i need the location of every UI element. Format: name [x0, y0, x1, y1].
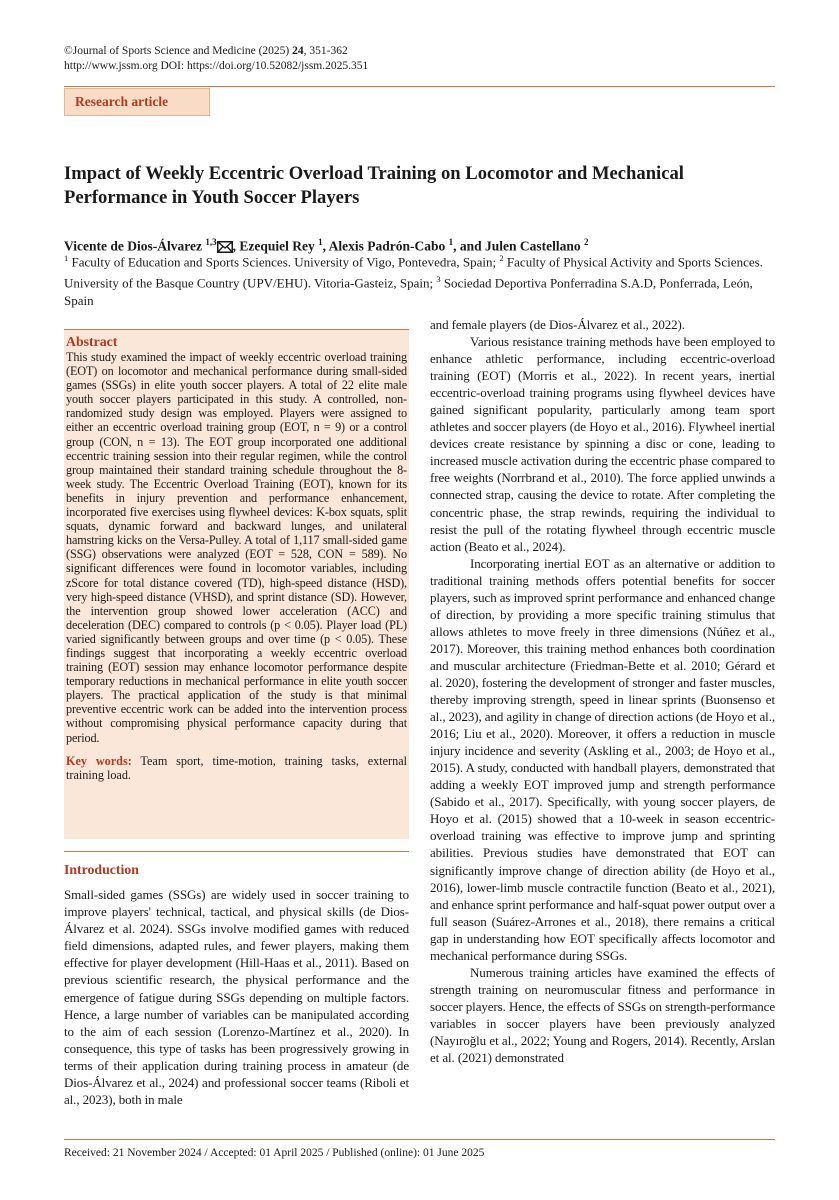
- header-divider: [64, 86, 775, 87]
- intro-paragraph-continued: and female players (de Dios-Álvarez et al., 2022).: [430, 317, 685, 332]
- left-column-body: [64, 886, 409, 1108]
- keywords: Key words: Team sport, time-motion, training tasks, external training load.: [66, 753, 407, 782]
- article-title: Impact of Weekly Eccentric Overload Training on Locomotor and Mechanical Performance in Youth Soccer Players: [64, 163, 684, 208]
- abstract-text: This study examined the impact of weekly eccentric overload training (EOT) on locomotor and mechanical performance during small-sided games (SSGs) in elite youth soccer players. A total of 22 elite male youth soccer players participated in this study. A controlled, non-randomized study design was employed. Players were assigned to either an eccentric overload training group (EOT, n = 9) or a control group (CON, n = 13). The EOT group incorporated one additional eccentric training session into their regular regimen, while the control group maintained their standard training schedule throughout the 8-week study. The Eccentric Overload Training (EOT), known for its benefits in injury prevention and performance enhancement, incorporated five exercises using flywheel devices: K-box squats, split squats, dynamic forward and backward lunges, and unilateral hamstring kicks on the Versa-Pulley. A total of 1,117 small-sided game (SSG) observations were analyzed (EOT = 528, CON = 589). No significant differences were found in locomotor variables, including zScore for total distance covered (TD), high-speed distance (HSD), very high-speed distance (VHSD), and sprint distance (SD). However, the intervention group showed lower acceleration (ACC) and deceleration (DEC) compared to controls (p < 0.05). Player load (PL) varied significantly between groups and over time (p < 0.05). These findings suggest that incorporating a weekly eccentric overload training (EOT) session may enhance locomotor performance despite temporary reductions in mechanical performance in elite youth soccer players. The practical application of the study is that minimal preventive eccentric work can be added into the intervention process without compromising physical performance capacity during that period.: [66, 350, 407, 745]
- intro-paragraph-4: Numerous training articles have examined the effects of strength training on neuromuscular fitness and performance in soccer players. Hence, the effects of SSGs on strength-performance variables in soccer players have been previously analyzed (Nayıroğlu et al., 2022; Young and Rogers, 2014). Recently, Arslan et al. (2021) demonstrated: [430, 964, 775, 1066]
- author-list: Vicente de Dios-Álvarez $^{1,3}$ , Ezequiel Rey $^1$, Alexis Padrón-Cabo $^1$, and Julen Castellano $^2$: [64, 234, 589, 257]
- affiliations: $^1$ Faculty of Education and Sports Sciences. University of Vigo, Pontevedra, Spain; $^2$ Faculty of Physical Activity and Sports Sciences. University of the Basque Country (UPV/EHU). Vitoria-Gasteiz, Spain; $^3$ Sociedad Deportiva Ponferradina S.A.D, Ponferrada, León, Spain: [64, 253, 763, 308]
- footer-divider: [64, 1139, 775, 1140]
- intro-paragraph-3: Incorporating inertial EOT as an alternative or addition to traditional training methods offers potential benefits for soccer players, such as improved sprint performance and enhanced change of direction, by providing a more specific training stimulus that allows athletes to move freely in three dimensions (Núñez et al., 2017). Moreover, this training method enhances both coordination and muscular architecture (Friedman-Bette et al. 2010; Gérard et al. 2020), fostering the development of stronger and faster muscles, thereby improving strength, speed in linear sprints (Buonsenso et al., 2023), and agility in change of direction actions (de Hoyo et al., 2016; Liu et al., 2020). Moreover, it offers a reduction in muscle injury incidence and severity (Askling et al., 2003; de Hoyo et al., 2015). A study, conducted with handball players, demonstrated that adding a weekly EOT improved jump and strength performance (Sabido et al., 2017). Specifically, with young soccer players, de Hoyo et al. (2015) showed that a 10-week in season eccentric-overload training was effective to improve jump and sprinting abilities. Previous studies have demonstrated that EOT can significantly improve change of direction ability (de Hoyo et al., 2016), lower-limb muscle contractile function (Beato et al., 2021), and enhance sprint performance and half-squat power output over a full season (Suárez-Arrones et al., 2018), there remains a critical gap in understanding how EOT specifically affects locomotor and mechanical performance during SSGs.: [430, 555, 775, 963]
- publication-dates: Received: 21 November 2024 / Accepted: 01 April 2025 / Published (online): 01 June 2025: [64, 1147, 485, 1159]
- volume-number: 24: [292, 45, 304, 57]
- right-column-body: [430, 316, 775, 1066]
- abstract-box: [64, 329, 409, 839]
- journal-header: [64, 44, 368, 74]
- introduction-divider: [64, 851, 409, 852]
- abstract-heading: Abstract: [66, 334, 118, 349]
- article-type-badge: Research article: [64, 88, 210, 116]
- intro-paragraph-1: Small-sided games (SSGs) are widely used in soccer training to improve players' technical, tactical, and physical skills (de Dios-Álvarez et al. 2024). SSGs involve modified games with reduced field dimensions, adapted rules, and fewer players, making them effective for player development (Hill-Haas et al., 2011). Based on previous scientific research, the physical performance and the emergence of fatigue during SSGs depending on multiple factors. Hence, a large number of variables can be manipulated according to the aim of each session (Lorenzo-Martínez et al., 2020). In consequence, this type of tasks has been progressively growing in terms of their application during training process in amateur (de Dios-Álvarez et al., 2024) and professional soccer teams (Riboli et al., 2023), both in male: [64, 887, 409, 1108]
- journal-citation: ©Journal of Sports Science and Medicine (2025) 24, 351-362: [64, 45, 348, 57]
- introduction-heading: Introduction: [64, 862, 139, 877]
- doi-line[interactable]: http://www.jssm.org DOI: https://doi.org/10.52082/jssm.2025.351: [64, 60, 369, 72]
- intro-paragraph-2: Various resistance training methods have been employed to enhance athletic performance, including eccentric-overload training (EOT) (Morris et al., 2022). In recent years, inertial eccentric-overload training programs using flywheel devices have gained significant popularity, particularly among team sport athletes and soccer players (de Hoyo et al., 2016). Flywheel inertial devices create resistance by spinning a disc or cone, leading to increased muscle activation during the eccentric phase compared to free weights (Norrbrand et al., 2010). The force applied unwinds a connected strap, causing the device to rotate. After completing the concentric phase, the strap rewinds, requiring the individual to resist the pull of the rotating flywheel through eccentric muscle action (Beato et al., 2024).: [430, 334, 775, 554]
- keywords-label: Key words:: [66, 753, 132, 768]
